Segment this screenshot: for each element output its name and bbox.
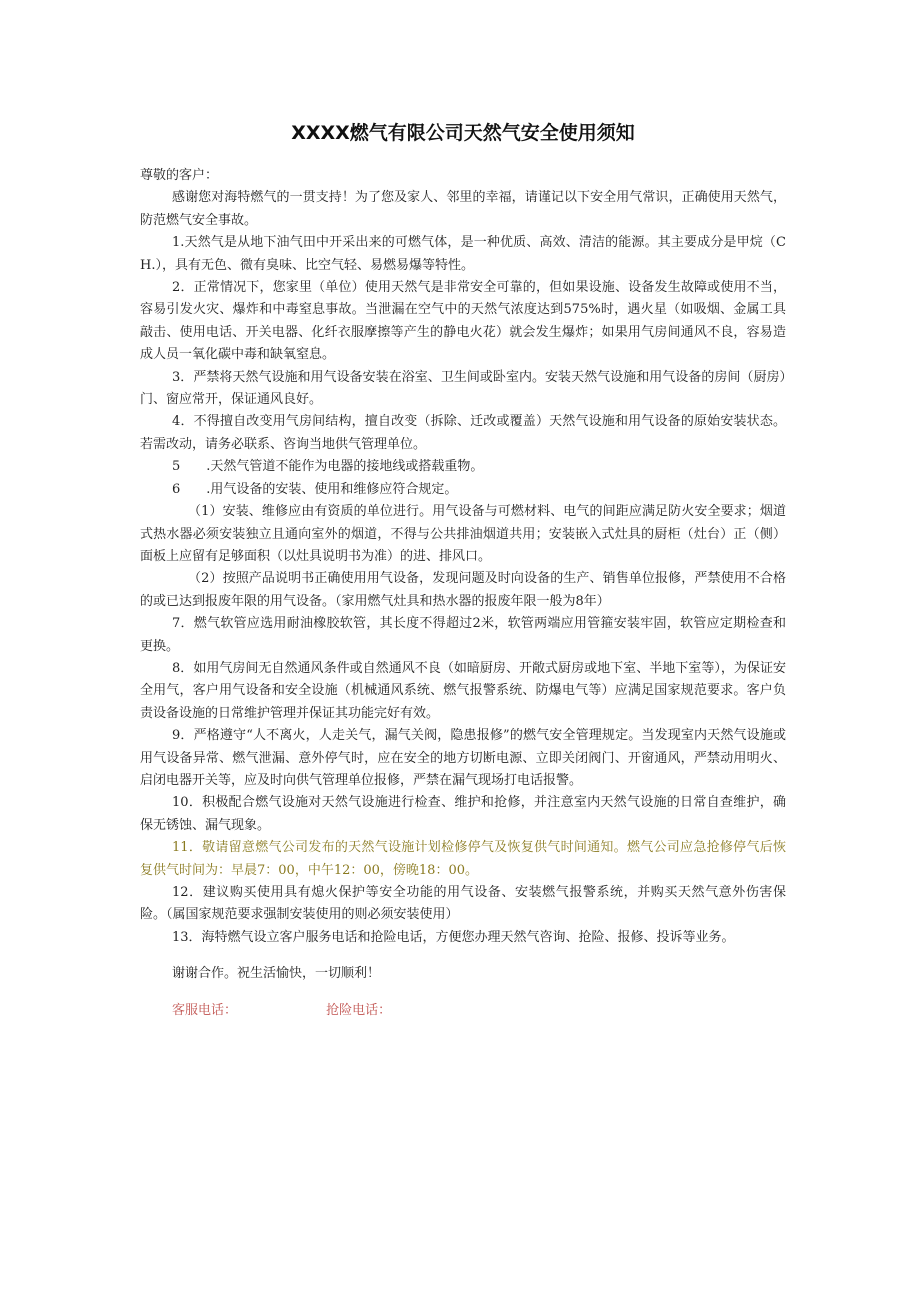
spacer — [140, 949, 786, 963]
item-5: 5 .天然气管道不能作为电器的接地线或搭载重物。 — [172, 459, 484, 475]
item-1: 1.天然气是从地下油气田中开采出来的可燃气体，是一种优质、高效、清洁的能源。其主要成分是甲烷（CH.），具有无色、微有臭味、比空气轻、易燃易爆等特性。 — [140, 235, 786, 273]
intro-paragraph: 感谢您对海特燃气的一贯支持！为了您及家人、邻里的幸福，请谨记以下安全用气常识，正确使用天然气，防范燃气安全事故。 — [140, 190, 786, 228]
emergency-hotline-label: 抢险电话： — [326, 1002, 392, 1018]
sub-item-2: （2）按照产品说明书正确使用用气设备，发现问题及时向设备的生产、销售单位报修，严禁使用不合格的或已达到报废年限的用气设备。（家用燃气灶具和热水器的报废年限一般为8年） — [140, 571, 786, 609]
item-4: 4．不得擅自改变用气房间结构，擅自改变（拆除、迁改或覆盖）天然气设施和用气设备的原始安装状态。若需改动，请务必联系、咨询当地供气管理单位。 — [140, 414, 786, 452]
sub-item-1: （1）安装、维修应由有资质的单位进行。用气设备与可燃材料、电气的间距应满足防火安全要求；烟道式热水器必须安装独立且通向室外的烟道，不得与公共排油烟道共用；安装嵌入式灶具的厨柜（灶台）正（侧）面板上应留有足够面积（以灶具说明书为准）的进、排风口。 — [140, 504, 786, 564]
item-11-highlight: 11．敬请留意燃气公司发布的天然气设施计划检修停气及恢复供气时间通知。燃气公司应急抢修停气后恢复供气时间为：早晨7：00，中午12：00，傍晚18：00。 — [140, 840, 786, 878]
item-3: 3．严禁将天然气设施和用气设备安装在浴室、卫生间或卧室内。安装天然气设施和用气设备的房间（厨房）门、窗应常开，保证通风良好。 — [140, 369, 786, 408]
notice-document — [140, 118, 786, 1022]
contact-line — [140, 1000, 786, 1022]
item-6: 6 .用气设备的安装、使用和维修应符合规定。 — [172, 481, 458, 497]
item-7: 7．燃气软管应选用耐油橡胶软管，其长度不得超过2米，软管两端应用管箍安装牢固，软管应定期检查和更换。 — [140, 616, 786, 654]
salutation: 尊敬的客户： — [140, 168, 219, 183]
item-9: 9．严格遵守“人不离火，人走关气，漏气关阀，隐患报修”的燃气安全管理规定。当发现室内天然气设施或用气设备异常、燃气泄漏、意外停气时，应在安全的地方切断电源、立即关闭阀门、开窗通风，严禁动用明火、启闭电器开关等，应及时向供气管理单位报修，严禁在漏气现场打电话报警。 — [140, 728, 786, 788]
item-12: 12．建议购买使用具有熄火保护等安全功能的用气设备、安装燃气报警系统，并购买天然气意外伤害保险。（属国家规范要求强制安装使用的则必须安装使用） — [140, 885, 786, 923]
service-hotline-label: 客服电话： — [172, 1002, 238, 1018]
document-title: XXXX燃气有限公司天然气安全使用须知 — [291, 122, 635, 144]
item-10: 10．积极配合燃气设施对天然气设施进行检查、维护和抢修，并注意室内天然气设施的日常自查维护，确保无锈蚀、漏气现象。 — [140, 795, 786, 833]
closing-line: 谢谢合作。祝生活愉快，一切顺利！ — [172, 966, 381, 982]
item-13: 13．海特燃气设立客户服务电话和抢险电话，方便您办理天然气咨询、抢险、报修、投诉等业务。 — [172, 929, 735, 945]
item-2: 2．正常情况下，您家里（单位）使用天然气是非常安全可靠的，但如果设施、设备发生故障或使用不当，容易引发火灾、爆炸和中毒窒息事故。当泄漏在空气中的天然气浓度达到575%时，遇火星（如吸烟、金属工具敲击、使用电话、开关电器、化纤衣服摩擦等产生的静电火花）就会发生爆炸；如果用气房间通风不良，容易造成人员一氧化碳中毒和缺氧窒息。 — [140, 280, 786, 363]
item-8: 8．如用气房间无自然通风条件或自然通风不良（如暗厨房、开敞式厨房或地下室、半地下室等），为保证安全用气，客户用气设备和安全设施（机械通风系统、燃气报警系统、防爆电气等）应满足国家规范要求。客户负责设备设施的日常维护管理并保证其功能完好有效。 — [140, 660, 786, 721]
